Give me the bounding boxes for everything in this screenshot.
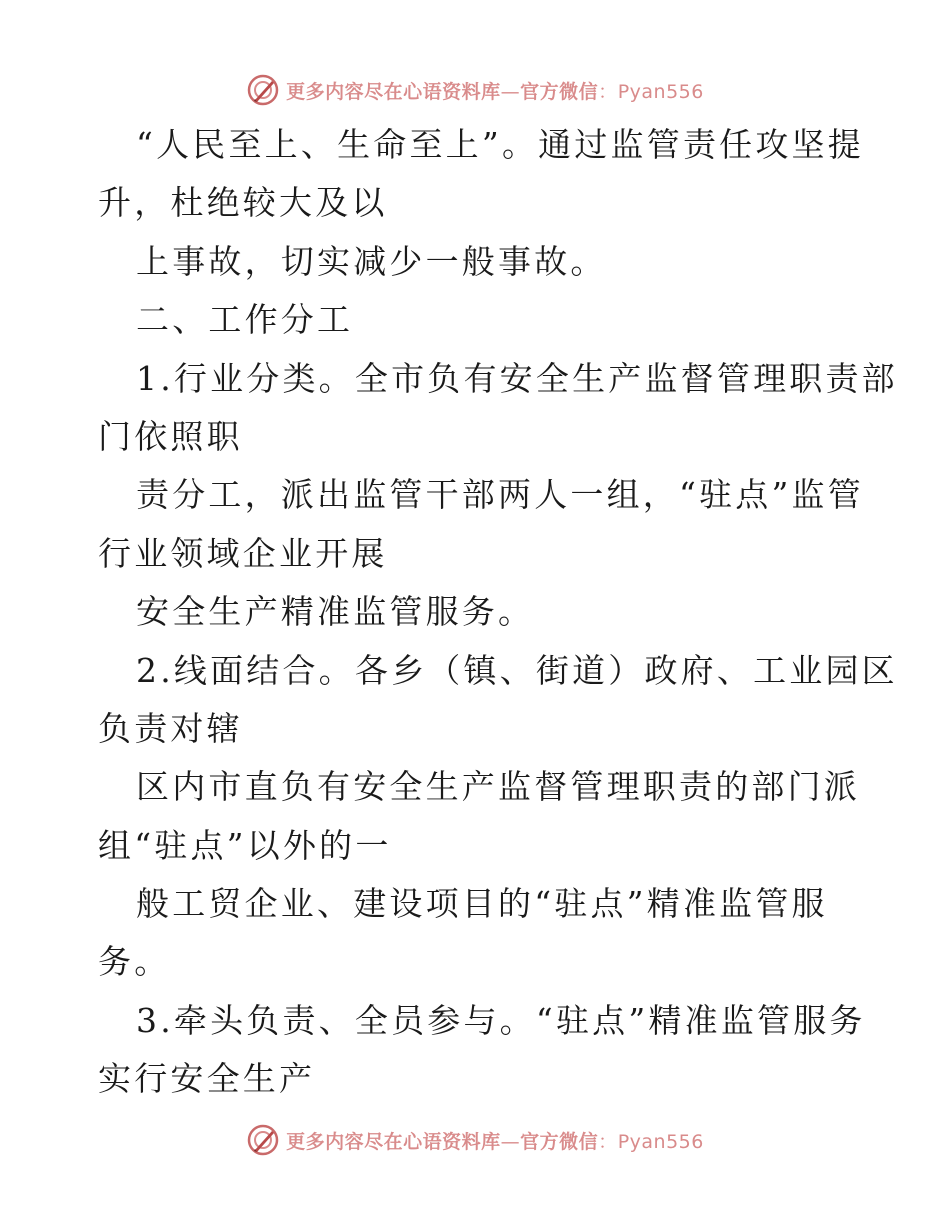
text-line: 责分工，派出监管干部两人一组，“驻点”监管 (136, 475, 864, 515)
watermark-sub: 官方微信 (520, 1130, 599, 1153)
watermark-header (0, 72, 950, 108)
document-body (98, 116, 898, 1109)
text-line: “人民至上、生命至上”。通过监管责任攻坚提 (136, 125, 864, 164)
text-line: 组“驻点”以外的一 (98, 825, 392, 865)
watermark-footer (0, 1122, 950, 1158)
watermark-sub: 官方微信 (520, 80, 599, 103)
section-heading: 二、工作分工 (136, 300, 354, 340)
text-line: 务。 (98, 942, 171, 982)
text-line: 1.行业分类。全市负有安全生产监督管理职责部 (136, 358, 898, 398)
text-line: 般工贸企业、建设项目的“驻点”精准监管服 (136, 884, 828, 924)
watermark-logo-icon (246, 73, 280, 107)
watermark-sep: ： (598, 1130, 618, 1153)
watermark-id: Pyan556 (617, 1130, 704, 1153)
watermark-main: 更多内容尽在心语资料库 (286, 1130, 501, 1153)
watermark-id: Pyan556 (617, 80, 704, 103)
text-line: 上事故，切实减少一般事故。 (136, 241, 607, 281)
text-line: 负责对辖 (98, 708, 243, 748)
watermark-logo-icon (246, 1123, 280, 1157)
watermark-text (286, 1127, 704, 1154)
text-line: 升，杜绝较大及以 (98, 183, 388, 223)
watermark-dash: — (500, 80, 521, 103)
watermark-main: 更多内容尽在心语资料库 (286, 80, 501, 103)
text-line: 2.线面结合。各乡（镇、街道）政府、工业园区 (136, 650, 898, 690)
text-line: 实行安全生产 (98, 1059, 316, 1099)
watermark-sep: ： (598, 80, 618, 103)
text-line: 区内市直负有安全生产监督管理职责的部门派 (136, 767, 860, 807)
watermark-dash: — (500, 1130, 521, 1153)
text-line: 行业领域企业开展 (98, 533, 388, 573)
text-line: 3.牵头负责、全员参与。“驻点”精准监管服务 (136, 1000, 866, 1040)
text-line: 安全生产精准监管服务。 (136, 592, 535, 632)
text-line: 门依照职 (98, 416, 243, 456)
watermark-text (286, 77, 704, 104)
